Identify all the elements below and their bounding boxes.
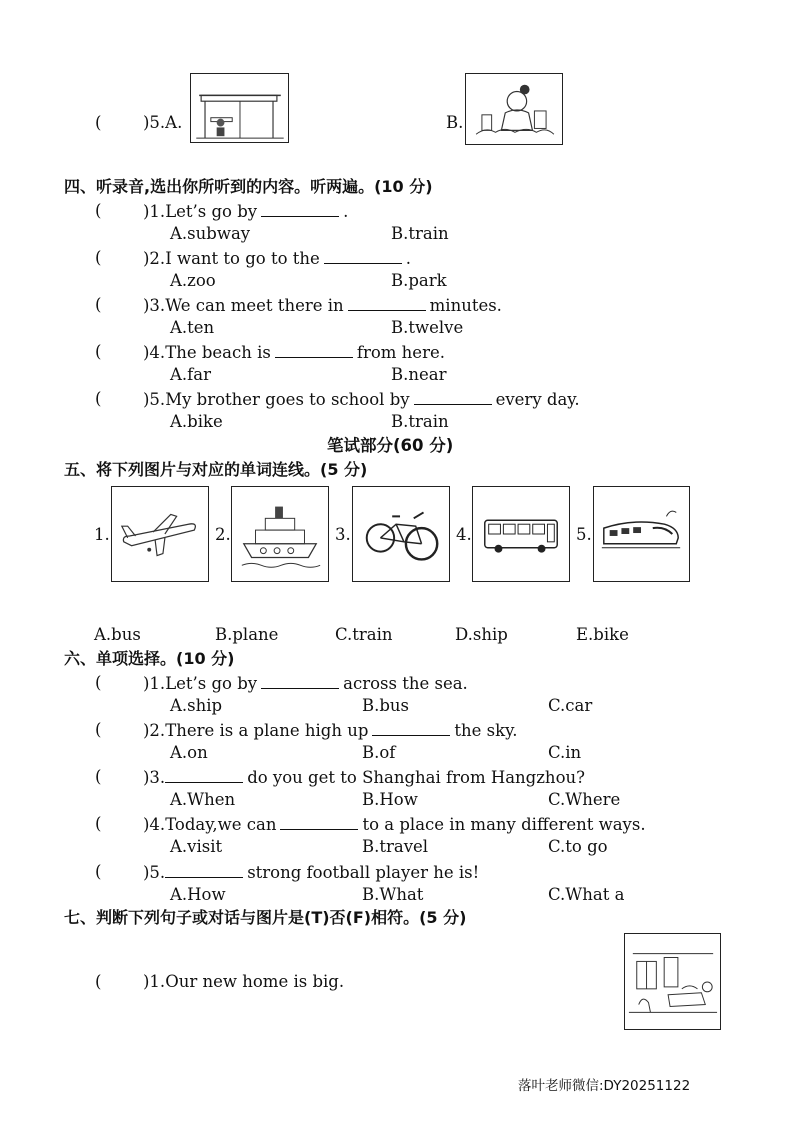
question-number: )1. <box>143 202 166 221</box>
train-picture <box>593 486 690 582</box>
question-4-4 <box>143 342 445 363</box>
word-option-a: A.bus <box>94 625 141 644</box>
option-a: A.subway <box>170 224 251 243</box>
option-b: B.train <box>391 224 449 243</box>
answer-blank <box>275 342 353 358</box>
paren-open: ( <box>95 673 102 692</box>
option-a: A.When <box>170 790 236 809</box>
option-b: B.twelve <box>391 318 464 337</box>
option-a: A.ten <box>170 318 215 337</box>
option-a: A.bike <box>170 412 223 431</box>
question-4-5 <box>143 389 580 410</box>
question-text-pre: Today,we can <box>165 815 277 834</box>
option-c: C.to go <box>548 837 608 856</box>
footer-wechat: 落叶老师微信:DY20251122 <box>518 1078 691 1094</box>
question-number: )1. <box>143 674 166 693</box>
question-text-pre: I want to go to the <box>165 249 320 268</box>
question-text-pre: There is a plane high up <box>165 721 369 740</box>
question-text-pre: Let’s go by <box>165 202 258 221</box>
paren-open: ( <box>95 201 102 220</box>
option-b: B.of <box>362 743 396 762</box>
question-6-3 <box>143 767 585 788</box>
word-option-e: E.bike <box>576 625 629 644</box>
question-text-post: strong football player he is! <box>247 863 480 882</box>
question-4-1 <box>143 201 348 222</box>
option-b: B.train <box>391 412 449 431</box>
section-4-title: 四、听录音,选出你所听到的内容。听两遍。(10 分) <box>64 177 433 196</box>
option-a: A.zoo <box>170 271 216 290</box>
living-room-picture <box>624 933 721 1030</box>
answer-blank <box>261 201 339 217</box>
option-a: A.far <box>170 365 211 384</box>
option-b: B.How <box>362 790 418 809</box>
question-number: )1. <box>143 972 166 991</box>
paren-open: ( <box>95 767 102 786</box>
section-6-title: 六、单项选择。(10 分) <box>64 649 235 668</box>
answer-blank <box>280 814 358 830</box>
option-b: B.bus <box>362 696 410 715</box>
answer-blank <box>414 389 492 405</box>
option-a: A.ship <box>170 696 223 715</box>
answer-blank <box>261 673 339 689</box>
section-7-title: 七、判断下列句子或对话与图片是(T)否(F)相符。(5 分) <box>64 908 467 927</box>
question-6-4 <box>143 814 646 835</box>
paren-open: ( <box>95 295 102 314</box>
question-6-1 <box>143 673 468 694</box>
question-number: )5. <box>143 390 166 409</box>
word-option-b: B.plane <box>215 625 279 644</box>
paren-open: ( <box>95 389 102 408</box>
option-c: C.What a <box>548 885 625 904</box>
question-6-5 <box>143 862 479 883</box>
picture-number-1: 1. <box>94 525 110 544</box>
bus-picture <box>472 486 570 582</box>
picture-number-2: 2. <box>215 525 231 544</box>
written-part-title: 笔试部分(60 分) <box>327 436 454 455</box>
paren-open: ( <box>95 248 102 267</box>
question-4-2 <box>143 248 411 269</box>
question-number: )4. <box>143 815 166 834</box>
option-a: A.How <box>170 885 226 904</box>
question-number: )5. <box>143 863 166 882</box>
paren-open: ( <box>95 862 102 881</box>
answer-blank <box>165 862 243 878</box>
picture-number-4: 4. <box>456 525 472 544</box>
question-4-3 <box>143 295 502 316</box>
question-text-post: minutes. <box>429 296 502 315</box>
ship-picture <box>231 486 329 582</box>
option-b: B.near <box>391 365 447 384</box>
paren-open: ( <box>95 342 102 361</box>
option-b: B.What <box>362 885 424 904</box>
option-a: A.on <box>170 743 208 762</box>
question-number: )3. <box>143 768 166 787</box>
question-text-post: . <box>343 202 349 221</box>
word-option-d: D.ship <box>455 625 508 644</box>
option-b-label: B. <box>446 113 464 132</box>
question-text: Our new home is big. <box>165 972 345 991</box>
question-text-post: to a place in many different ways. <box>362 815 646 834</box>
answer-blank <box>165 767 243 783</box>
picture-number-5: 5. <box>576 525 592 544</box>
question-text-post: the sky. <box>454 721 518 740</box>
question-number: )2. <box>143 721 166 740</box>
paren-open: ( <box>95 113 102 132</box>
question-text-pre: The beach is <box>165 343 271 362</box>
option-b: B.park <box>391 271 447 290</box>
question-text-post: . <box>405 249 412 268</box>
plane-picture <box>111 486 209 582</box>
paren-open: ( <box>95 972 102 991</box>
question-text-pre: My brother goes to school by <box>165 390 410 409</box>
question-text-post: across the sea. <box>343 674 468 693</box>
bike-picture <box>352 486 450 582</box>
paren-open: ( <box>95 814 102 833</box>
girl-city-picture <box>465 73 563 145</box>
question-7-1 <box>143 972 344 992</box>
question-text-post: do you get to Shanghai from Hangzhou? <box>247 768 585 787</box>
section-5-title: 五、将下列图片与对应的单词连线。(5 分) <box>64 460 368 479</box>
option-a: A.visit <box>170 837 223 856</box>
option-c: C.Where <box>548 790 621 809</box>
answer-blank <box>324 248 402 264</box>
option-b: B.travel <box>362 837 429 856</box>
option-c: C.car <box>548 696 593 715</box>
question-6-2 <box>143 720 518 741</box>
question-text-pre: We can meet there in <box>165 296 344 315</box>
bus-stop-picture <box>190 73 289 143</box>
question-number: )3. <box>143 296 166 315</box>
answer-blank <box>348 295 426 311</box>
option-c: C.in <box>548 743 582 762</box>
answer-blank <box>372 720 450 736</box>
question-text-pre: Let’s go by <box>165 674 258 693</box>
question-number: )4. <box>143 343 166 362</box>
question-text-post: every day. <box>495 390 580 409</box>
question-number: )2. <box>143 249 166 268</box>
picture-number-3: 3. <box>335 525 351 544</box>
question-text-post: from here. <box>356 343 445 362</box>
word-option-c: C.train <box>335 625 393 644</box>
question-number-label-a: )5.A. <box>143 113 183 132</box>
paren-open: ( <box>95 720 102 739</box>
